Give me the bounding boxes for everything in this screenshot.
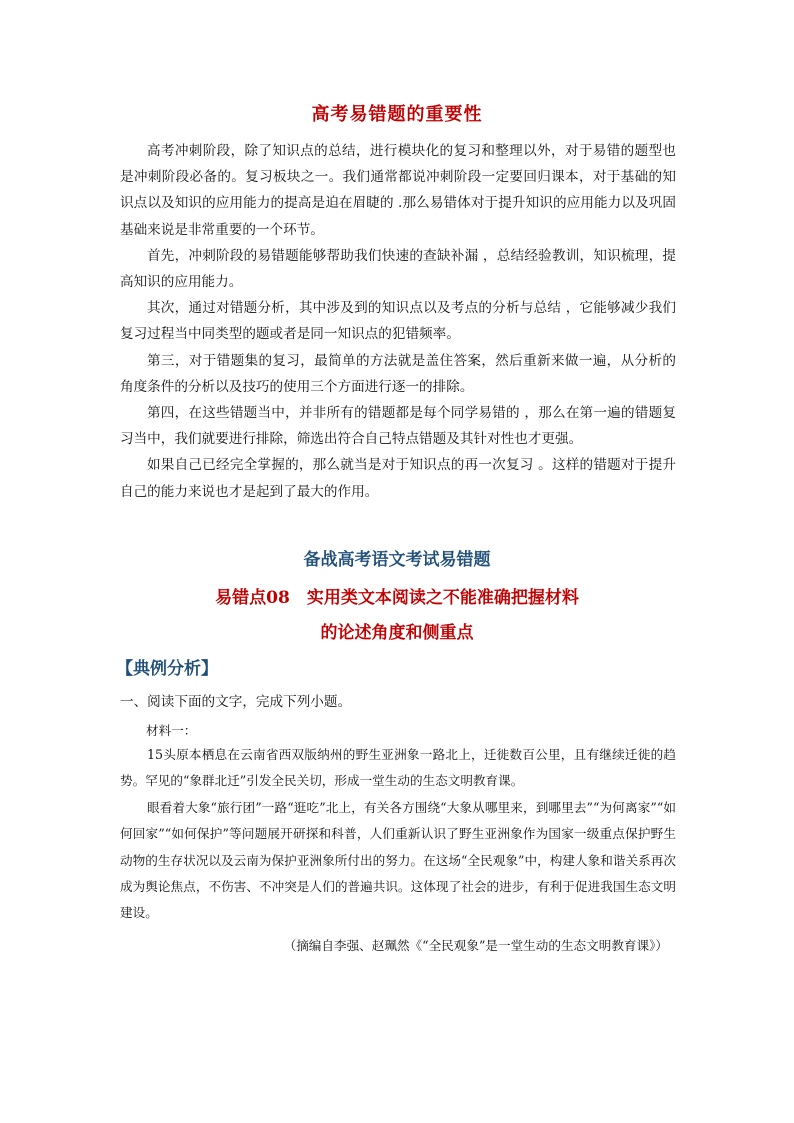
intro-paragraph: 如果自己已经完全掌握的，那么就当是对于知识点的再一次复习 。这样的错题对于提升自己的能力来说也才是起到了最大的作用。 xyxy=(120,457,676,500)
intro-paragraph: 高考冲刺阶段，除了知识点的总结，进行模块化的复习和整理以外，对于易错的题型也是冲刺阶段必备的。复习板块之一。我们通常都说冲刺阶段一定要回归课本，对于基础的知识点以及知识的应用能力的提高是迫在眉睫的 .那么易错体对于提升知识的应用能力以及巩固基础来说是非常重要的一个环节。 xyxy=(120,143,676,238)
intro-paragraph: 其次，通过对错题分析，其中涉及到的知识点以及考点的分析与总结 ，它能够减少我们复习过程当中同类型的题或者是同一知识点的犯错频率。 xyxy=(120,300,676,343)
topic-heading-line2: 的论述角度和侧重点 xyxy=(320,623,474,643)
material-source: （摘编自李强、赵珮然《“全民观象”是一堂生动的生态文明教育课》） xyxy=(283,938,668,953)
topic-heading-line1: 易错点08 实用类文本阅读之不能准确把握材料 xyxy=(215,588,579,608)
material-paragraph: 15头原本栖息在云南省西双版纳州的野生亚洲象一路北上，迁徙数百公里，且有继续迁徙的趋势。罕见的“象群北迁”引发全民关切，形成一堂生动的生态文明教育课。 xyxy=(120,747,676,789)
material-paragraph: 眼看着大象“旅行团”一路“逛吃”北上，有关各方围绕“大象从哪里来，到哪里去”“为何离家”“如何回家”“如何保护”等问题展开研探和科普，人们重新认识了野生亚洲象作为国家一级重点保护野生动物的生存状况以及云南为保护亚洲象所付出的努力。在这场“全民观象”中，构建人象和谐关系再次成为舆论焦点，不伤害、不冲突是人们的普遍共识。这体现了社会的进步，有利于促进我国生态文明建设。 xyxy=(120,799,676,921)
page-title: 高考易错题的重要性 xyxy=(311,104,483,125)
intro-paragraph: 首先，冲刺阶段的易错题能够帮助我们快速的查缺补漏 ，总结经验教训，知识梳理，提高知识的应用能力。 xyxy=(120,247,676,291)
material-section xyxy=(120,742,676,927)
intro-section xyxy=(120,138,676,505)
analysis-label: 【典例分析】 xyxy=(116,659,218,679)
section-subtitle: 备战高考语文考试易错题 xyxy=(303,550,491,570)
material-label: 材料一： xyxy=(146,723,197,738)
intro-paragraph: 第四，在这些错题当中，并非所有的错题都是每个同学易错的 ，那么在第一遍的错题复习当中，我们就要进行排除，筛选出符合自己特点错题及其针对性也才更强。 xyxy=(120,405,676,448)
question-prompt: 一、阅读下面的文字，完成下列小题。 xyxy=(120,694,352,710)
intro-paragraph: 第三，对于错题集的复习，最简单的方法就是盖住答案，然后重新来做一遍，从分析的角度条件的分析以及技巧的使用三个方面进行逐一的排除。 xyxy=(120,352,676,395)
